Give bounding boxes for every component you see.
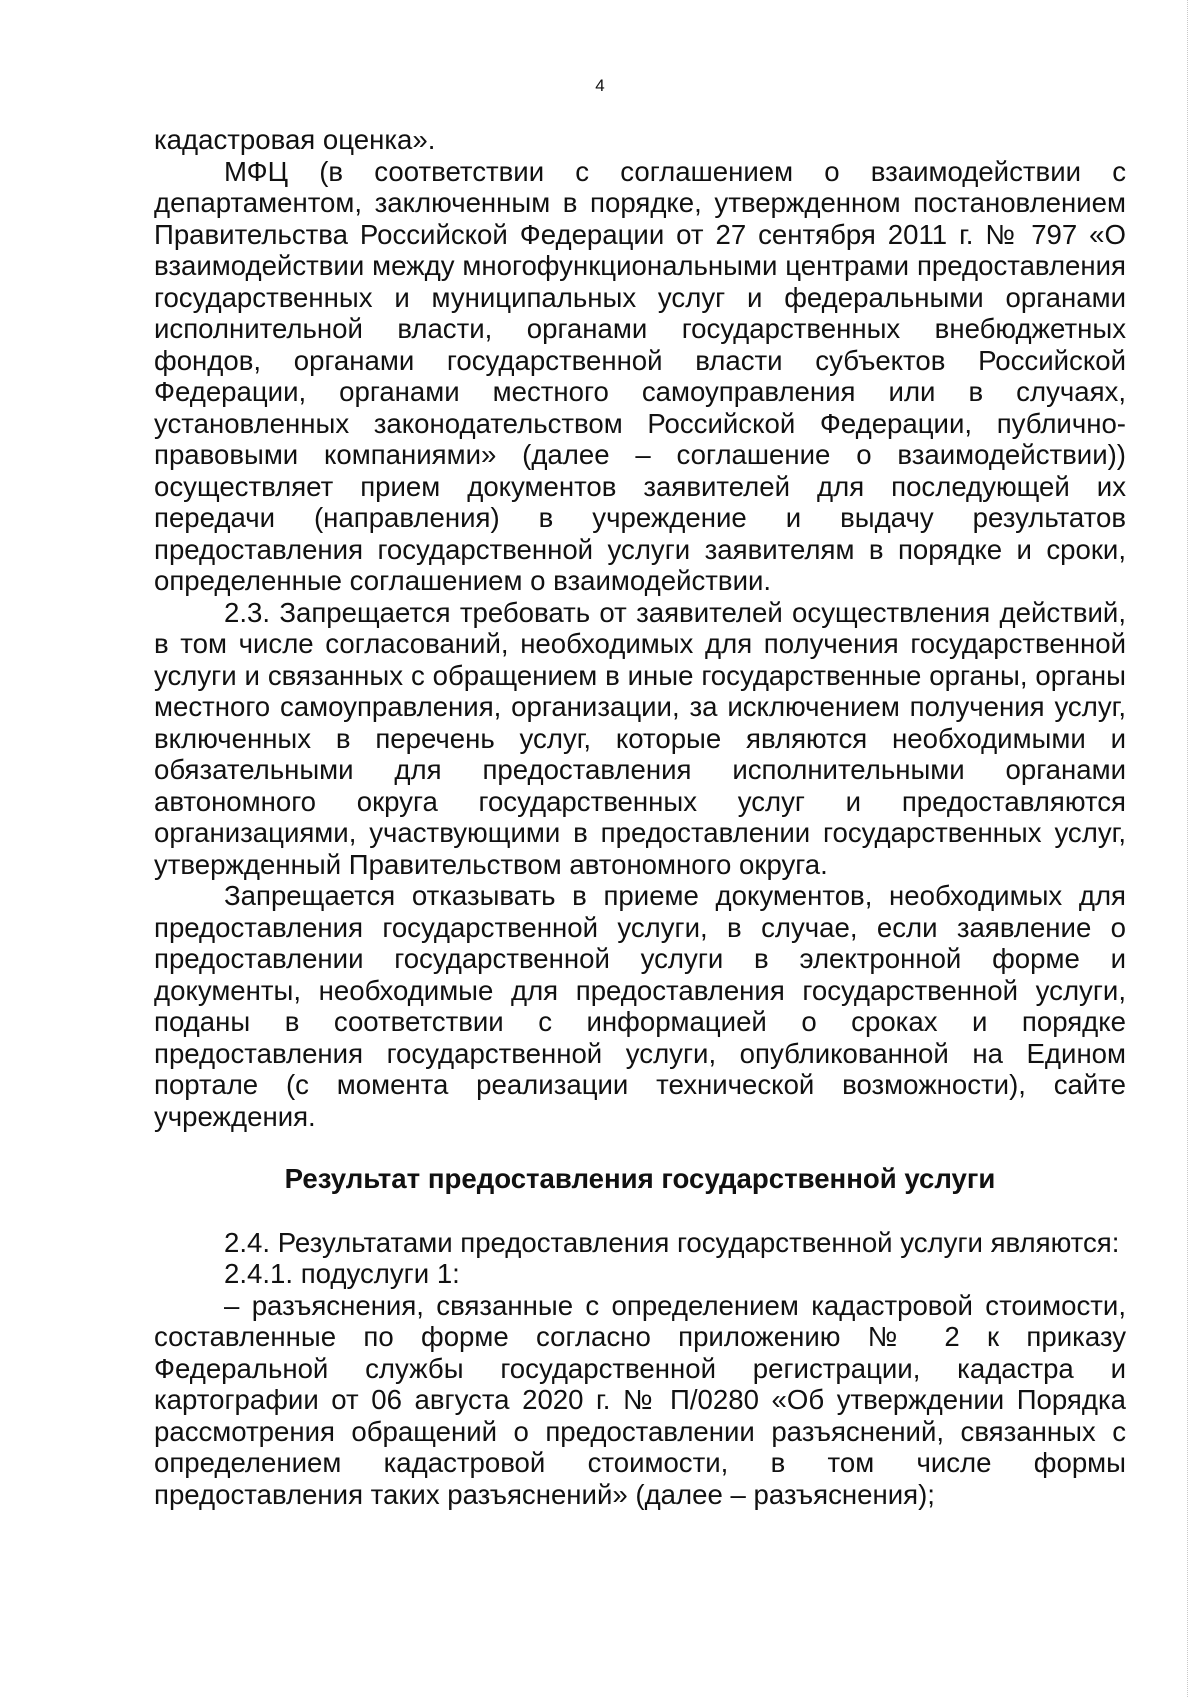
paragraph: кадастровая оценка». — [154, 124, 436, 155]
page-number: 4 — [595, 76, 605, 95]
paragraph: МФЦ (в соответствии с соглашением о взаимодействии с департаментом, заключенным в порядке, утвержденном постановлением Правительства Российской Федерации от 27 сентября 2011 г. № 797 «О взаимодействии между многофункциональными центрами предоставления государственных и муниципальных услуг и федеральными органами исполнительной власти, органами государственных внебюджетных фондов, органами государственной власти субъектов Российской Федерации, органами местного самоуправления или в случаях, установленных законодательством Российской Федерации, публично-правовыми компаниями» (далее – соглашение о взаимодействии)) осуществляет прием документов заявителей для последующей их передачи (направления) в учреждение и выдачу результатов предоставления государственной услуги заявителям в порядке и сроки, определенные соглашением о взаимодействии. — [154, 155, 1126, 596]
paragraph: Запрещается отказывать в приеме документов, необходимых для предоставления государственной услуги, в случае, если заявление о предоставлении государственной услуги в электронной форме и документы, необходимые для предоставления государственной услуги, поданы в соответствии с информацией о сроках и порядке предоставления государственной услуги, опубликованной на Едином портале (с момента реализации технической возможности), сайте учреждения. — [154, 880, 1126, 1132]
document-body — [154, 124, 1126, 1510]
section-heading: Результат предоставления государственной услуги — [284, 1163, 996, 1194]
paragraph: – разъяснения, связанные с определением кадастровой стоимости, составленные по форме согласно приложению № 2 к приказу Федеральной службы государственной регистрации, кадастра и картографии от 06 августа 2020 г. № П/0280 «Об утверждении Порядка рассмотрения обращений о предоставлении разъяснений, связанных с определением кадастровой стоимости, в том числе формы предоставления таких разъяснений» (далее – разъяснения); — [154, 1289, 1126, 1510]
paragraph: 2.3. Запрещается требовать от заявителей осуществления действий, в том числе согласований, необходимых для получения государственной услуги и связанных с обращением в иные государственные органы, органы местного самоуправления, организации, за исключением получения услуг, включенных в перечень услуг, которые являются необходимыми и обязательными для предоставления исполнительными органами автономного округа государственных услуг и предоставляются организациями, участвующими в предоставлении государственных услуг, утвержденный Правительством автономного округа. — [154, 596, 1126, 880]
page-edge — [1186, 0, 1188, 1697]
paragraph: 2.4. Результатами предоставления государственной услуги являются: — [224, 1226, 1120, 1258]
paragraph: 2.4.1. подуслуги 1: — [224, 1258, 460, 1289]
